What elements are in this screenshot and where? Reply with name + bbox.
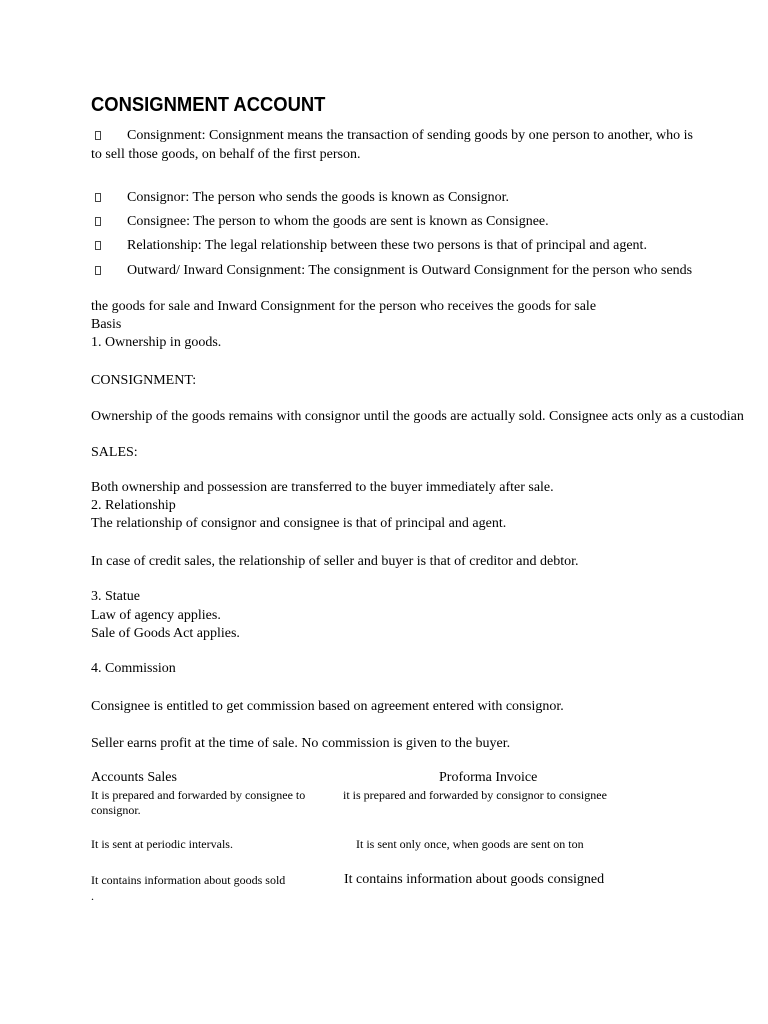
- point1-heading: 1. Ownership in goods.: [91, 335, 222, 350]
- point4-heading: 4. Commission: [91, 661, 176, 676]
- relationship-sales-text: In case of credit sales, the relationship of seller and buyer is that of creditor and debtor.: [91, 554, 579, 569]
- proforma-invoice-heading: Proforma Invoice: [439, 770, 538, 785]
- relationship-consignment-text: The relationship of consignor and consignee is that of principal and agent.: [91, 516, 507, 531]
- point3-heading: 3. Statue: [91, 589, 140, 604]
- definition-outward-inward: Outward/ Inward Consignment: The consignment is Outward Consignment for the person who sends: [127, 263, 693, 278]
- sales-label: SALES:: [91, 445, 138, 460]
- proforma-invoice-prepared-text: it is prepared and forwarded by consignor to consignee: [343, 788, 607, 802]
- definition-consignor: Consignor: The person who sends the goods is known as Consignor.: [127, 190, 510, 205]
- consignment-label: CONSIGNMENT:: [91, 373, 197, 388]
- statute-sales-text: Sale of Goods Act applies.: [91, 626, 240, 641]
- page-title: CONSIGNMENT ACCOUNT: [91, 94, 326, 116]
- definition-consignment-continuation: to sell those goods, on behalf of the first person.: [91, 147, 361, 162]
- accounts-sales-frequency-text: It is sent at periodic intervals.: [91, 837, 233, 851]
- commission-sales-text: Seller earns profit at the time of sale. No commission is given to the buyer.: [91, 736, 511, 751]
- accounts-sales-prepared-text-continuation: consignor.: [91, 803, 141, 817]
- bullet-icon: [95, 193, 101, 202]
- sales-ownership-text: Both ownership and possession are transferred to the buyer immediately after sale.: [91, 480, 554, 495]
- proforma-invoice-frequency-text: It is sent only once, when goods are sent on ton: [356, 837, 584, 851]
- definition-consignee: Consignee: The person to whom the goods are sent is known as Consignee.: [127, 214, 549, 229]
- bullet-icon: [95, 131, 101, 140]
- definition-relationship: Relationship: The legal relationship between these two persons is that of principal and agent.: [127, 238, 647, 253]
- proforma-invoice-information-text: It contains information about goods consigned: [344, 872, 605, 887]
- commission-consignment-text: Consignee is entitled to get commission based on agreement entered with consignor.: [91, 699, 564, 714]
- consignment-ownership-text: Ownership of the goods remains with consignor until the goods are actually sold. Consignee acts only as a custodian: [91, 409, 744, 424]
- trailing-dot: .: [91, 889, 94, 903]
- definition-consignment: Consignment: Consignment means the transaction of sending goods by one person to another, who is: [127, 128, 693, 143]
- outward-inward-continuation: the goods for sale and Inward Consignment for the person who receives the goods for sale: [91, 299, 597, 314]
- accounts-sales-prepared-text: It is prepared and forwarded by consignee to: [91, 788, 306, 802]
- accounts-sales-information-text: It contains information about goods sold: [91, 873, 286, 887]
- bullet-icon: [95, 266, 101, 275]
- bullet-icon: [95, 217, 101, 226]
- statute-consignment-text: Law of agency applies.: [91, 608, 221, 623]
- basis-label: Basis: [91, 317, 122, 332]
- accounts-sales-heading: Accounts Sales: [91, 770, 177, 785]
- bullet-icon: [95, 241, 101, 250]
- point2-heading: 2. Relationship: [91, 498, 176, 513]
